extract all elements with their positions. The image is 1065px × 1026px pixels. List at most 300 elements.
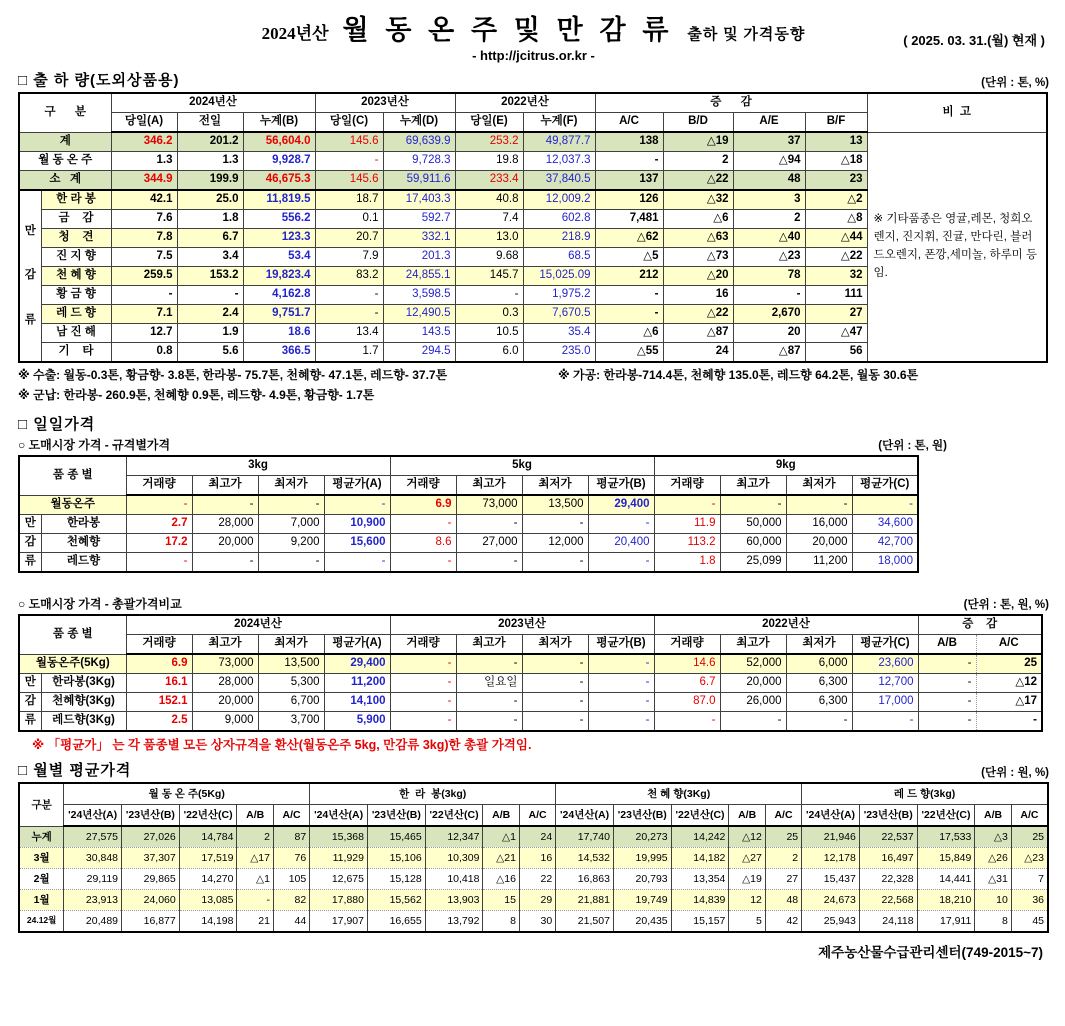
cell: △17: [976, 693, 1042, 712]
header-cell: '23년산(B): [367, 805, 425, 827]
row-label: 만: [19, 515, 41, 534]
header-cell: '23년산(B): [859, 805, 917, 827]
header-cell: A/C: [519, 805, 555, 827]
cell: 7.9: [315, 248, 383, 267]
header-cell: 평균가(C): [852, 476, 918, 496]
cell: 12,178: [802, 848, 860, 869]
header-cell: 2023년산: [390, 615, 654, 635]
cell: △47: [805, 324, 867, 343]
cell: 152.1: [126, 693, 192, 712]
cell: -: [456, 553, 522, 573]
header-cell: A/B: [237, 805, 273, 827]
cell: 201.3: [383, 248, 455, 267]
spec-price-table: [18, 455, 919, 573]
table-row: [19, 712, 1042, 732]
section-shipment-title: □ 출 하 량(도외상품용): [18, 72, 180, 89]
row-label: 누계: [19, 826, 64, 848]
cell: 2.5: [126, 712, 192, 732]
header-cell: 한 라 봉(3kg): [310, 783, 556, 805]
cell: 138: [595, 132, 663, 152]
header-cell: A/C: [976, 635, 1042, 655]
cell: 13,500: [522, 495, 588, 515]
row-label: 류: [19, 553, 41, 573]
cell: -: [522, 553, 588, 573]
cell: 294.5: [383, 343, 455, 363]
cell: 16,000: [786, 515, 852, 534]
header-cell: B/F: [805, 113, 867, 133]
cell: 346.2: [111, 132, 177, 152]
table-row: [19, 495, 918, 515]
header-cell: 평균가(A): [324, 635, 390, 655]
cell: 14,839: [671, 890, 729, 911]
cell: 24: [519, 826, 555, 848]
header-cell: 누계(D): [383, 113, 455, 133]
cell: 23,913: [64, 890, 122, 911]
cell: 18,000: [852, 553, 918, 573]
cell: 29: [519, 890, 555, 911]
cell: -: [390, 654, 456, 674]
cell: 23: [805, 171, 867, 191]
section-overall-heading: [18, 595, 1049, 612]
cell: -: [192, 553, 258, 573]
cell: 13.0: [455, 229, 523, 248]
cell: 60,000: [720, 534, 786, 553]
cell: 20,000: [192, 693, 258, 712]
header-row: [19, 783, 1048, 805]
table-row: [19, 654, 1042, 674]
cell: △18: [805, 152, 867, 171]
cell: 13: [805, 132, 867, 152]
header-cell: A/B: [975, 805, 1011, 827]
cell: △6: [663, 210, 733, 229]
header-cell: '23년산(B): [122, 805, 180, 827]
cell: △23: [1011, 848, 1048, 869]
cell: 7.1: [111, 305, 177, 324]
cell: 87: [273, 826, 309, 848]
cell: 17,907: [310, 911, 368, 933]
cell: 15,106: [367, 848, 425, 869]
cell: 9,751.7: [243, 305, 315, 324]
cell: 15,025.09: [523, 267, 595, 286]
header-row: [19, 476, 918, 496]
cell: 7,670.5: [523, 305, 595, 324]
cell: -: [456, 654, 522, 674]
cell: 201.2: [177, 132, 243, 152]
header-cell: A/B: [918, 635, 976, 655]
cell: 0.8: [111, 343, 177, 363]
cell: 29,865: [122, 869, 180, 890]
cell: 53.4: [243, 248, 315, 267]
row-label: 월 동 온 주: [19, 152, 111, 171]
cell: 30,848: [64, 848, 122, 869]
cell: 24,060: [122, 890, 180, 911]
cell: △87: [663, 324, 733, 343]
header-cell: 최저가: [786, 635, 852, 655]
cell: 20,000: [786, 534, 852, 553]
header-row: [19, 456, 918, 476]
cell: 11,819.5: [243, 190, 315, 210]
cell: -: [595, 152, 663, 171]
cell: △27: [729, 848, 765, 869]
cell: 18.6: [243, 324, 315, 343]
cell: 6,700: [258, 693, 324, 712]
header-cell: 9kg: [654, 456, 918, 476]
cell: 3.4: [177, 248, 243, 267]
header-cell: '24년산(A): [556, 805, 614, 827]
cell: 5: [729, 911, 765, 933]
cell: 137: [595, 171, 663, 191]
cell: 199.9: [177, 171, 243, 191]
cell: 105: [273, 869, 309, 890]
cell: 25: [765, 826, 801, 848]
row-label: 한라봉(3Kg): [41, 674, 126, 693]
row-label: 한 라 봉: [41, 190, 111, 210]
cell: 46,675.3: [243, 171, 315, 191]
cell: 28,000: [192, 674, 258, 693]
cell: 15,600: [324, 534, 390, 553]
cell: 26,000: [720, 693, 786, 712]
cell: -: [852, 495, 918, 515]
table-row: [19, 848, 1048, 869]
cell: -: [595, 305, 663, 324]
header-cell: '22년산(C): [671, 805, 729, 827]
row-label: 청 견: [41, 229, 111, 248]
header-cell: 최고가: [192, 476, 258, 496]
cell: 2: [663, 152, 733, 171]
cell: -: [976, 712, 1042, 732]
cell: 48: [765, 890, 801, 911]
row-label: 천혜향(3Kg): [41, 693, 126, 712]
cell: 19.8: [455, 152, 523, 171]
cell: △22: [663, 171, 733, 191]
cell: 25: [976, 654, 1042, 674]
cell: 145.7: [455, 267, 523, 286]
header-cell: 최고가: [192, 635, 258, 655]
header-cell: 평균가(C): [852, 635, 918, 655]
cell: 12,037.3: [523, 152, 595, 171]
cell: 28,000: [192, 515, 258, 534]
cell: 12,700: [852, 674, 918, 693]
cell: 일요일: [456, 674, 522, 693]
cell: 21,881: [556, 890, 614, 911]
cell: 9,200: [258, 534, 324, 553]
cell: -: [786, 712, 852, 732]
section-spec-title: ○ 도매시장 가격 - 규격별가격: [18, 438, 171, 452]
header-row: [19, 93, 1047, 113]
cell: 1,975.2: [523, 286, 595, 305]
header-cell: 최고가: [720, 476, 786, 496]
page-title: [18, 8, 1049, 47]
cell: 9,728.3: [383, 152, 455, 171]
table-row: [19, 674, 1042, 693]
cell: -: [324, 495, 390, 515]
cell: -: [192, 495, 258, 515]
table-row: [19, 826, 1048, 848]
cell: 10,418: [425, 869, 483, 890]
cell: -: [786, 495, 852, 515]
cell: 44: [273, 911, 309, 933]
section-overall-title: ○ 도매시장 가격 - 총괄가격비교: [18, 597, 182, 611]
cell: 20,489: [64, 911, 122, 933]
header-cell: 최고가: [456, 476, 522, 496]
cell: -: [588, 654, 654, 674]
cell: 14.6: [654, 654, 720, 674]
cell: △22: [805, 248, 867, 267]
cell: 14,242: [671, 826, 729, 848]
cell: -: [720, 712, 786, 732]
header-cell: 구 분: [19, 93, 111, 132]
cell: △63: [663, 229, 733, 248]
cell: 21,946: [802, 826, 860, 848]
cell: 10,309: [425, 848, 483, 869]
monthly-unit-label: (단위 : 원, %): [981, 767, 1049, 779]
cell: -: [588, 515, 654, 534]
cell: -: [918, 674, 976, 693]
cell: 2: [237, 826, 273, 848]
cell: △23: [733, 248, 805, 267]
cell: △73: [663, 248, 733, 267]
cell: 16,497: [859, 848, 917, 869]
cell: 20,000: [720, 674, 786, 693]
cell: 13,085: [179, 890, 237, 911]
cell: 16,655: [367, 911, 425, 933]
cell: 15,128: [367, 869, 425, 890]
cell: 27,026: [122, 826, 180, 848]
cell: 20,000: [192, 534, 258, 553]
spec-unit-label: (단위 : 톤, 원): [878, 440, 947, 452]
cell: 82: [273, 890, 309, 911]
cell: -: [654, 495, 720, 515]
table-row: [19, 890, 1048, 911]
header-cell: 최저가: [786, 476, 852, 496]
header-cell: A/C: [765, 805, 801, 827]
overall-price-table: [18, 614, 1043, 732]
cell: 68.5: [523, 248, 595, 267]
cell: -: [177, 286, 243, 305]
cell: 24,118: [859, 911, 917, 933]
header-cell: A/C: [273, 805, 309, 827]
cell: 7,481: [595, 210, 663, 229]
cell: 20,400: [588, 534, 654, 553]
section-shipment-heading: [18, 69, 1049, 90]
cell: -: [720, 495, 786, 515]
cell: △3: [975, 826, 1011, 848]
header-cell: 품 종 별: [19, 615, 126, 654]
cell: 16: [519, 848, 555, 869]
cell: △22: [663, 305, 733, 324]
cell: 2: [733, 210, 805, 229]
cell: -: [733, 286, 805, 305]
cell: 78: [733, 267, 805, 286]
cell: 12,347: [425, 826, 483, 848]
remark-cell: ※ 기타품종은 영귤,레몬, 청희오렌지, 진지휘, 진귤, 만다린, 블러드오렌지, 폰깡,세미놀, 하루미 등 임.: [867, 132, 1047, 362]
header-cell: 평균가(B): [588, 476, 654, 496]
cell: 1.7: [315, 343, 383, 363]
vertical-group-label: 만 감 류: [19, 190, 41, 362]
header-cell: B/D: [663, 113, 733, 133]
cell: 7.5: [111, 248, 177, 267]
header-cell: 전일: [177, 113, 243, 133]
cell: -: [390, 712, 456, 732]
header-cell: 거래량: [126, 635, 192, 655]
cell: 16,863: [556, 869, 614, 890]
row-label: 소 계: [19, 171, 111, 191]
header-cell: 평균가(A): [324, 476, 390, 496]
row-label: 레 드 향: [41, 305, 111, 324]
cell: 25,099: [720, 553, 786, 573]
header-cell: '22년산(C): [425, 805, 483, 827]
cell: 16.1: [126, 674, 192, 693]
cell: 22,537: [859, 826, 917, 848]
cell: 7.4: [455, 210, 523, 229]
cell: 5,300: [258, 674, 324, 693]
header-cell: 증 감: [595, 93, 867, 113]
cell: 42.1: [111, 190, 177, 210]
cell: 37,840.5: [523, 171, 595, 191]
cell: 12,675: [310, 869, 368, 890]
cell: 2: [765, 848, 801, 869]
cell: 123.3: [243, 229, 315, 248]
cell: 14,100: [324, 693, 390, 712]
header-cell: 비 고: [867, 93, 1047, 132]
header-cell: 거래량: [654, 635, 720, 655]
cell: △2: [805, 190, 867, 210]
cell: -: [111, 286, 177, 305]
cell: 9,928.7: [243, 152, 315, 171]
processing-note: ※ 가공: 한라봉-714.4톤, 천혜향 135.0톤, 레드향 64.2톤, 월동 30.6톤: [558, 368, 919, 382]
cell: -: [456, 693, 522, 712]
cell: 11,200: [324, 674, 390, 693]
cell: 332.1: [383, 229, 455, 248]
cell: 9,000: [192, 712, 258, 732]
cell: -: [126, 495, 192, 515]
cell: -: [390, 674, 456, 693]
cell: 19,823.4: [243, 267, 315, 286]
cell: 12,000: [522, 534, 588, 553]
cell: 6.7: [654, 674, 720, 693]
cell: -: [390, 693, 456, 712]
table-row: [19, 132, 1047, 152]
cell: 17,880: [310, 890, 368, 911]
cell: 14,182: [671, 848, 729, 869]
cell: △6: [595, 324, 663, 343]
cell: 14,532: [556, 848, 614, 869]
header-cell: 월 동 온 주(5Kg): [64, 783, 310, 805]
cell: 29,400: [324, 654, 390, 674]
cell: 13.4: [315, 324, 383, 343]
cell: -: [918, 693, 976, 712]
cell: 52,000: [720, 654, 786, 674]
header-row: [19, 805, 1048, 827]
cell: 50,000: [720, 515, 786, 534]
cell: 27,575: [64, 826, 122, 848]
cell: 1.9: [177, 324, 243, 343]
cell: 42,700: [852, 534, 918, 553]
cell: 14,270: [179, 869, 237, 890]
cell: 218.9: [523, 229, 595, 248]
cell: 7.8: [111, 229, 177, 248]
header-cell: 당일(E): [455, 113, 523, 133]
cell: -: [126, 553, 192, 573]
average-price-note: ※ 「평균가」 는 각 품종별 모든 상자규격을 환산(월동온주 5kg, 만감류 3kg)한 총괄 가격임.: [32, 738, 532, 752]
cell: △8: [805, 210, 867, 229]
cell: 17,000: [852, 693, 918, 712]
cell: △55: [595, 343, 663, 363]
shipment-notes-line1: [18, 366, 1049, 383]
shipment-table: [18, 92, 1048, 363]
cell: 8: [483, 911, 519, 933]
cell: 3,700: [258, 712, 324, 732]
header-cell: 거래량: [126, 476, 192, 496]
cell: 8: [975, 911, 1011, 933]
header-cell: 당일(C): [315, 113, 383, 133]
cell: 12.7: [111, 324, 177, 343]
cell: 13,903: [425, 890, 483, 911]
header-cell: 최고가: [456, 635, 522, 655]
site-url: - http://jcitrus.or.kr -: [472, 48, 595, 63]
cell: 12,009.2: [523, 190, 595, 210]
cell: 16,877: [122, 911, 180, 933]
cell: 5,900: [324, 712, 390, 732]
cell: 2,670: [733, 305, 805, 324]
cell: △20: [663, 267, 733, 286]
header-cell: 레 드 향(3kg): [802, 783, 1048, 805]
header-cell: A/C: [595, 113, 663, 133]
header-cell: 천 혜 향(3Kg): [556, 783, 802, 805]
cell: 37,307: [122, 848, 180, 869]
header-cell: 2023년산: [315, 93, 455, 113]
cell: -: [390, 515, 456, 534]
cell: 18,210: [917, 890, 975, 911]
cell: -: [456, 712, 522, 732]
cell: 15: [483, 890, 519, 911]
cell: 42: [765, 911, 801, 933]
header-cell: 증 감: [918, 615, 1042, 635]
cell: 15,437: [802, 869, 860, 890]
cell: 6,000: [786, 654, 852, 674]
overall-unit-label: (단위 : 톤, 원, %): [963, 599, 1049, 611]
cell: -: [918, 712, 976, 732]
header-cell: '24년산(A): [310, 805, 368, 827]
cell: 6,300: [786, 674, 852, 693]
title-suffix: 출하 및 가격동향: [687, 27, 806, 43]
cell: 1.8: [654, 553, 720, 573]
cell: -: [588, 693, 654, 712]
cell: 11,200: [786, 553, 852, 573]
cell: -: [237, 890, 273, 911]
cell: 1.3: [111, 152, 177, 171]
cell: 7,000: [258, 515, 324, 534]
header-cell: 2024년산: [126, 615, 390, 635]
header-cell: '22년산(C): [179, 805, 237, 827]
row-label: 진 지 향: [41, 248, 111, 267]
header-cell: 누계(B): [243, 113, 315, 133]
cell: 126: [595, 190, 663, 210]
cell: 2.7: [126, 515, 192, 534]
cell: △87: [733, 343, 805, 363]
cell: -: [455, 286, 523, 305]
title-year: 2024년산: [261, 24, 329, 43]
cell: 27: [765, 869, 801, 890]
cell: 32: [805, 267, 867, 286]
header-cell: 2024년산: [111, 93, 315, 113]
cell: 17,403.3: [383, 190, 455, 210]
cell: 22,328: [859, 869, 917, 890]
header-cell: 최저가: [522, 635, 588, 655]
cell: △31: [975, 869, 1011, 890]
cell: 20.7: [315, 229, 383, 248]
cell: -: [324, 553, 390, 573]
